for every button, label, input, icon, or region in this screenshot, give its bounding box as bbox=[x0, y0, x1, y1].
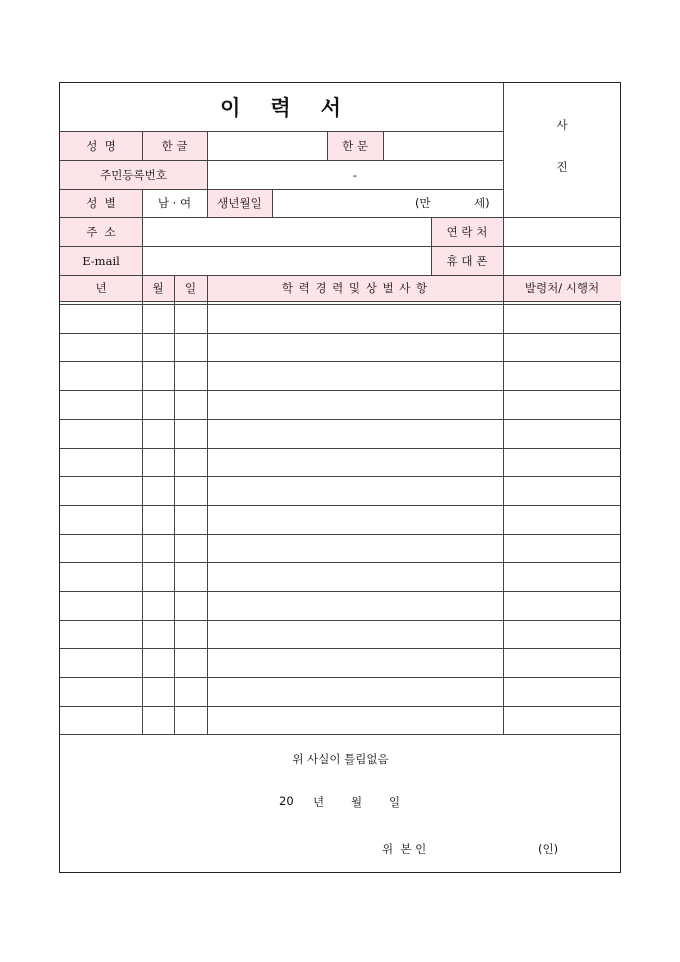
email-label: E-mail bbox=[60, 246, 142, 275]
history-issuer-cell[interactable] bbox=[503, 333, 621, 362]
divider bbox=[272, 189, 273, 217]
divider bbox=[60, 648, 621, 649]
history-day-cell[interactable] bbox=[174, 476, 207, 505]
history-day-cell[interactable] bbox=[174, 361, 207, 390]
history-month-cell[interactable] bbox=[142, 505, 174, 534]
name-hangul-label: 한 글 bbox=[142, 131, 207, 160]
history-day-cell[interactable] bbox=[174, 505, 207, 534]
divider bbox=[327, 131, 328, 160]
history-issuer-cell[interactable] bbox=[503, 476, 621, 505]
history-year-cell[interactable] bbox=[60, 505, 142, 534]
history-history-cell[interactable] bbox=[207, 361, 503, 390]
history-month-cell[interactable] bbox=[142, 419, 174, 448]
date-year-unit: 년 bbox=[313, 795, 325, 809]
history-year-cell[interactable] bbox=[60, 361, 142, 390]
history-year-cell[interactable] bbox=[60, 333, 142, 362]
col-history-header: 학 력 경 력 및 상 벌 사 항 bbox=[207, 275, 503, 301]
divider bbox=[60, 361, 621, 362]
history-history-cell[interactable] bbox=[207, 534, 503, 563]
col-month-header: 월 bbox=[142, 275, 174, 301]
history-issuer-cell[interactable] bbox=[503, 648, 621, 677]
gender-choice[interactable]: 남 · 여 bbox=[157, 196, 192, 210]
divider bbox=[60, 448, 621, 449]
divider bbox=[60, 275, 621, 276]
divider bbox=[142, 131, 143, 160]
history-year-cell[interactable] bbox=[60, 562, 142, 591]
history-issuer-cell[interactable] bbox=[503, 591, 621, 620]
birth-date-label: 생년월일 bbox=[207, 189, 272, 217]
divider bbox=[60, 505, 621, 506]
date-year: 20 bbox=[279, 794, 294, 808]
history-history-cell[interactable] bbox=[207, 448, 503, 477]
gender-label: 성 별 bbox=[60, 189, 142, 217]
photo-box bbox=[503, 83, 621, 217]
address-field[interactable] bbox=[142, 217, 431, 246]
history-year-cell[interactable] bbox=[60, 304, 142, 333]
divider bbox=[60, 476, 621, 477]
age-close: 세) bbox=[474, 196, 490, 210]
history-day-cell[interactable] bbox=[174, 419, 207, 448]
history-month-cell[interactable] bbox=[142, 677, 174, 706]
history-year-cell[interactable] bbox=[60, 448, 142, 477]
history-month-cell[interactable] bbox=[142, 448, 174, 477]
divider bbox=[383, 131, 384, 160]
history-day-cell[interactable] bbox=[174, 448, 207, 477]
history-day-cell[interactable] bbox=[174, 304, 207, 333]
email-field[interactable] bbox=[142, 246, 431, 275]
history-day-cell[interactable] bbox=[174, 677, 207, 706]
divider bbox=[60, 677, 621, 678]
history-issuer-cell[interactable] bbox=[503, 419, 621, 448]
history-month-cell[interactable] bbox=[142, 361, 174, 390]
history-issuer-cell[interactable] bbox=[503, 304, 621, 333]
history-history-cell[interactable] bbox=[207, 706, 503, 735]
history-issuer-cell[interactable] bbox=[503, 677, 621, 706]
history-history-cell[interactable] bbox=[207, 333, 503, 362]
history-month-cell[interactable] bbox=[142, 706, 174, 735]
history-month-cell[interactable] bbox=[142, 562, 174, 591]
contact-field[interactable] bbox=[503, 217, 621, 246]
history-issuer-cell[interactable] bbox=[503, 361, 621, 390]
divider bbox=[60, 246, 621, 247]
history-year-cell[interactable] bbox=[60, 534, 142, 563]
history-history-cell[interactable] bbox=[207, 476, 503, 505]
photo-label-bottom: 진 bbox=[556, 160, 568, 174]
history-day-cell[interactable] bbox=[174, 562, 207, 591]
history-history-cell[interactable] bbox=[207, 304, 503, 333]
history-year-cell[interactable] bbox=[60, 476, 142, 505]
divider bbox=[503, 83, 504, 734]
divider bbox=[174, 275, 175, 734]
history-history-cell[interactable] bbox=[207, 677, 503, 706]
history-year-cell[interactable] bbox=[60, 620, 142, 649]
history-history-cell[interactable] bbox=[207, 562, 503, 591]
divider bbox=[60, 301, 621, 302]
col-issuer-header: 발령처/ 시행처 bbox=[503, 275, 621, 301]
history-history-cell[interactable] bbox=[207, 591, 503, 620]
signer-label: 위 본 인 bbox=[382, 842, 427, 856]
history-month-cell[interactable] bbox=[142, 390, 174, 419]
divider bbox=[60, 734, 621, 735]
divider bbox=[60, 706, 621, 707]
history-history-cell[interactable] bbox=[207, 390, 503, 419]
page-title: 이 력 서 bbox=[220, 95, 343, 120]
resident-number-field[interactable]: - bbox=[352, 167, 358, 182]
history-month-cell[interactable] bbox=[142, 591, 174, 620]
date-day-unit: 일 bbox=[389, 795, 401, 809]
resume-form bbox=[59, 82, 621, 873]
history-history-cell[interactable] bbox=[207, 505, 503, 534]
history-month-cell[interactable] bbox=[142, 648, 174, 677]
divider bbox=[431, 217, 432, 275]
divider bbox=[60, 620, 621, 621]
history-year-cell[interactable] bbox=[60, 648, 142, 677]
divider bbox=[60, 131, 503, 132]
name-label: 성 명 bbox=[60, 131, 142, 160]
history-day-cell[interactable] bbox=[174, 333, 207, 362]
divider bbox=[60, 534, 621, 535]
divider bbox=[207, 131, 208, 217]
address-label: 주 소 bbox=[60, 217, 142, 246]
mobile-label: 휴 대 폰 bbox=[431, 246, 503, 275]
divider bbox=[142, 189, 143, 734]
divider bbox=[60, 419, 621, 420]
date-month-unit: 월 bbox=[351, 795, 363, 809]
name-hanja-label: 한 문 bbox=[327, 131, 383, 160]
history-issuer-cell[interactable] bbox=[503, 505, 621, 534]
history-day-cell[interactable] bbox=[174, 706, 207, 735]
history-day-cell[interactable] bbox=[174, 648, 207, 677]
history-issuer-cell[interactable] bbox=[503, 562, 621, 591]
divider bbox=[60, 304, 621, 305]
col-year-header: 년 bbox=[60, 275, 142, 301]
history-year-cell[interactable] bbox=[60, 390, 142, 419]
history-year-cell[interactable] bbox=[60, 591, 142, 620]
divider bbox=[60, 189, 503, 190]
age-open: (만 bbox=[415, 196, 431, 210]
seal-mark: (인) bbox=[538, 842, 559, 856]
divider bbox=[60, 333, 621, 334]
col-day-header: 일 bbox=[174, 275, 207, 301]
history-history-cell[interactable] bbox=[207, 620, 503, 649]
name-hangul-field[interactable] bbox=[207, 131, 327, 160]
divider bbox=[60, 562, 621, 563]
divider bbox=[207, 275, 208, 734]
history-day-cell[interactable] bbox=[174, 534, 207, 563]
history-history-cell[interactable] bbox=[207, 648, 503, 677]
declaration-text: 위 사실이 틀림없음 bbox=[292, 752, 389, 766]
birth-date-field[interactable] bbox=[272, 189, 503, 217]
history-year-cell[interactable] bbox=[60, 677, 142, 706]
divider bbox=[60, 591, 621, 592]
divider bbox=[60, 217, 621, 218]
history-month-cell[interactable] bbox=[142, 304, 174, 333]
history-year-cell[interactable] bbox=[60, 706, 142, 735]
name-hanja-field[interactable] bbox=[383, 131, 503, 160]
history-year-cell[interactable] bbox=[60, 419, 142, 448]
history-month-cell[interactable] bbox=[142, 534, 174, 563]
photo-label-top: 사 bbox=[556, 118, 568, 132]
resident-number-label: 주민등록번호 bbox=[60, 160, 207, 189]
contact-label: 연 락 처 bbox=[431, 217, 503, 246]
history-month-cell[interactable] bbox=[142, 620, 174, 649]
history-day-cell[interactable] bbox=[174, 620, 207, 649]
history-issuer-cell[interactable] bbox=[503, 706, 621, 735]
history-month-cell[interactable] bbox=[142, 476, 174, 505]
history-issuer-cell[interactable] bbox=[503, 534, 621, 563]
history-history-cell[interactable] bbox=[207, 419, 503, 448]
history-day-cell[interactable] bbox=[174, 390, 207, 419]
history-issuer-cell[interactable] bbox=[503, 448, 621, 477]
divider bbox=[60, 160, 503, 161]
history-day-cell[interactable] bbox=[174, 591, 207, 620]
history-month-cell[interactable] bbox=[142, 333, 174, 362]
divider bbox=[60, 390, 621, 391]
history-issuer-cell[interactable] bbox=[503, 620, 621, 649]
mobile-field[interactable] bbox=[503, 246, 621, 275]
history-issuer-cell[interactable] bbox=[503, 390, 621, 419]
